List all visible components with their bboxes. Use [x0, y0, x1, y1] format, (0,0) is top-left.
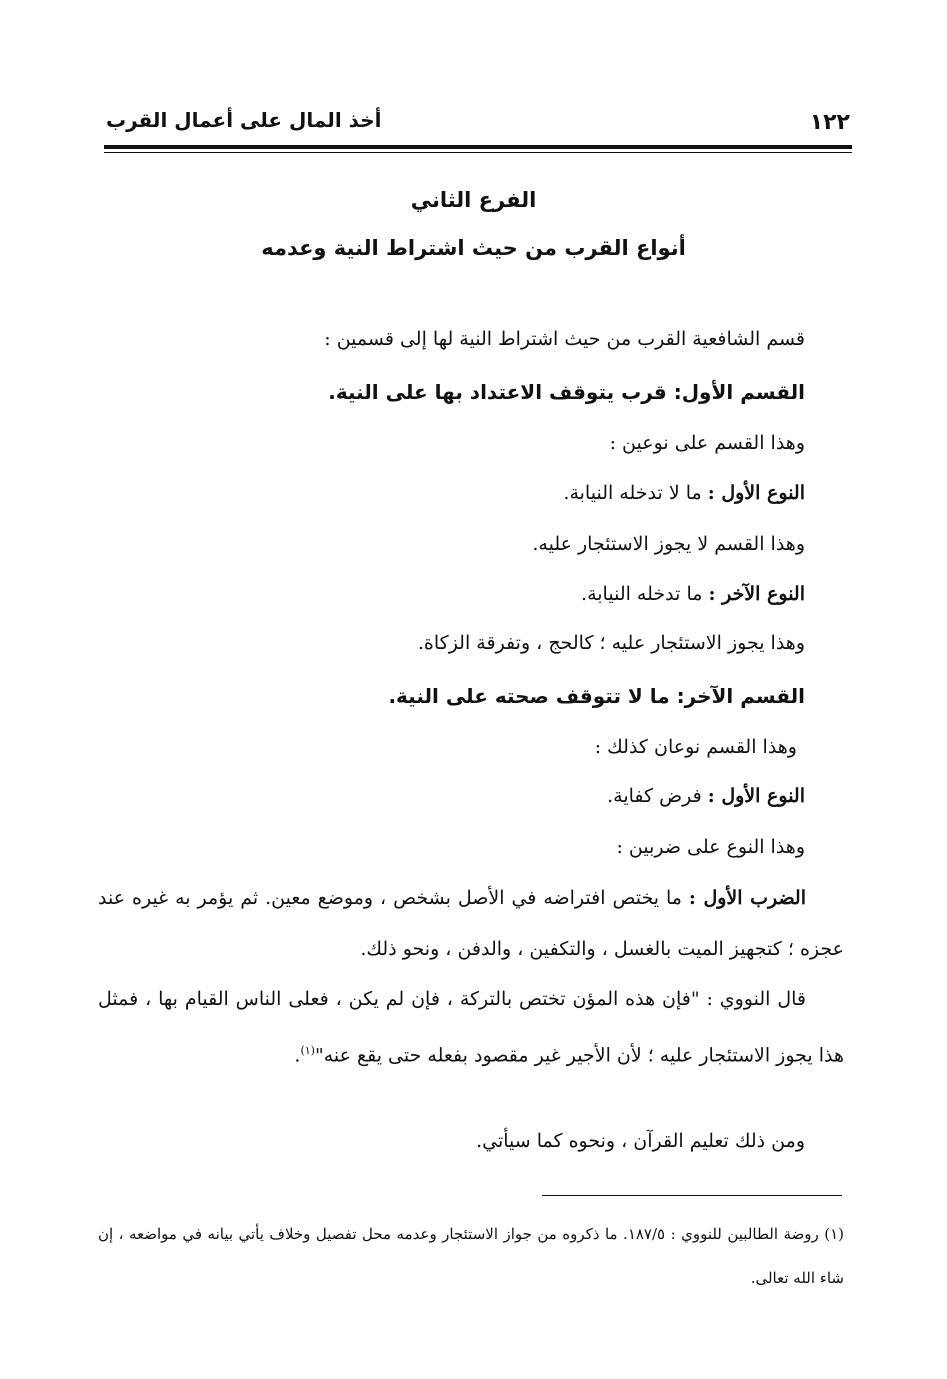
part2-heading: القسم الآخر: ما لا تتوقف صحته على النية. [388, 684, 805, 708]
footnote-rule [542, 1195, 842, 1196]
subkind1-label: الضرب الأول : [688, 887, 806, 909]
kind1-note: وهذا النوع على ضربين : [616, 836, 805, 858]
kind1-line [607, 785, 805, 807]
page-number: ١٢٢ [809, 110, 850, 135]
kind1-text: فرض كفاية. [607, 785, 708, 807]
header-rule-thick [104, 145, 852, 149]
section-heading: الفرع الثاني [410, 188, 537, 212]
closing-line: ومن ذلك تعليم القرآن ، ونحوه كما سيأتي. [476, 1130, 805, 1152]
footnote-reference: (١) [300, 1044, 315, 1057]
running-header-title: أخذ المال على أعمال القرب [106, 108, 382, 132]
header-rule-thin [104, 152, 852, 153]
type2-note: وهذا يجوز الاستئجار عليه ؛ كالحج ، وتفرقة الزكاة. [417, 632, 805, 654]
quote-text: قال النووي : "فإن هذه المؤن تختص بالتركة ، فإن لم يكن ، فعلى الناس القيام بها ، فمثل هذا يجوز الاستئجار عليه ؛ لأن الأجير غير مقصود بفعله حتى يقع عنه" [98, 988, 844, 1067]
quote-paragraph [98, 974, 844, 1081]
section-subheading: أنواع القرب من حيث اشتراط النية وعدمه [261, 236, 686, 260]
part2-intro: وهذا القسم نوعان كذلك : [594, 736, 797, 758]
type2-text: ما تدخله النيابة. [581, 583, 709, 605]
kind1-label: النوع الأول : [707, 785, 805, 807]
type2-line [581, 583, 805, 605]
subkind1-paragraph [98, 873, 844, 975]
part1-heading: القسم الأول: قرب يتوقف الاعتداد بها على النية. [328, 380, 805, 404]
type1-text: ما لا تدخله النيابة. [563, 482, 708, 504]
subkind1-text: ما يختص افتراضه في الأصل بشخص ، وموضع معين. ثم يؤمر به غيره عند عجزه ؛ كتجهيز الميت بالغسل ، والتكفين ، والدفن ، ونحو ذلك. [98, 887, 844, 960]
intro-line: قسم الشافعية القرب من حيث اشتراط النية لها إلى قسمين : [324, 328, 805, 350]
type1-line [563, 482, 805, 504]
type1-note: وهذا القسم لا يجوز الاستئجار عليه. [532, 533, 805, 555]
type1-label: النوع الأول : [707, 482, 805, 504]
type2-label: النوع الآخر : [708, 583, 805, 605]
footnote: (١) روضة الطالبين للنووي : ١٨٧/٥. ما ذكروه من جواز الاستئجار وعدمه محل تفصيل وخلاف يأتي بيانه في مواضعه ، إن شاء الله تعالى. [98, 1225, 844, 1287]
quote-end: . [294, 1044, 301, 1067]
part1-intro: وهذا القسم على نوعين : [609, 432, 805, 454]
